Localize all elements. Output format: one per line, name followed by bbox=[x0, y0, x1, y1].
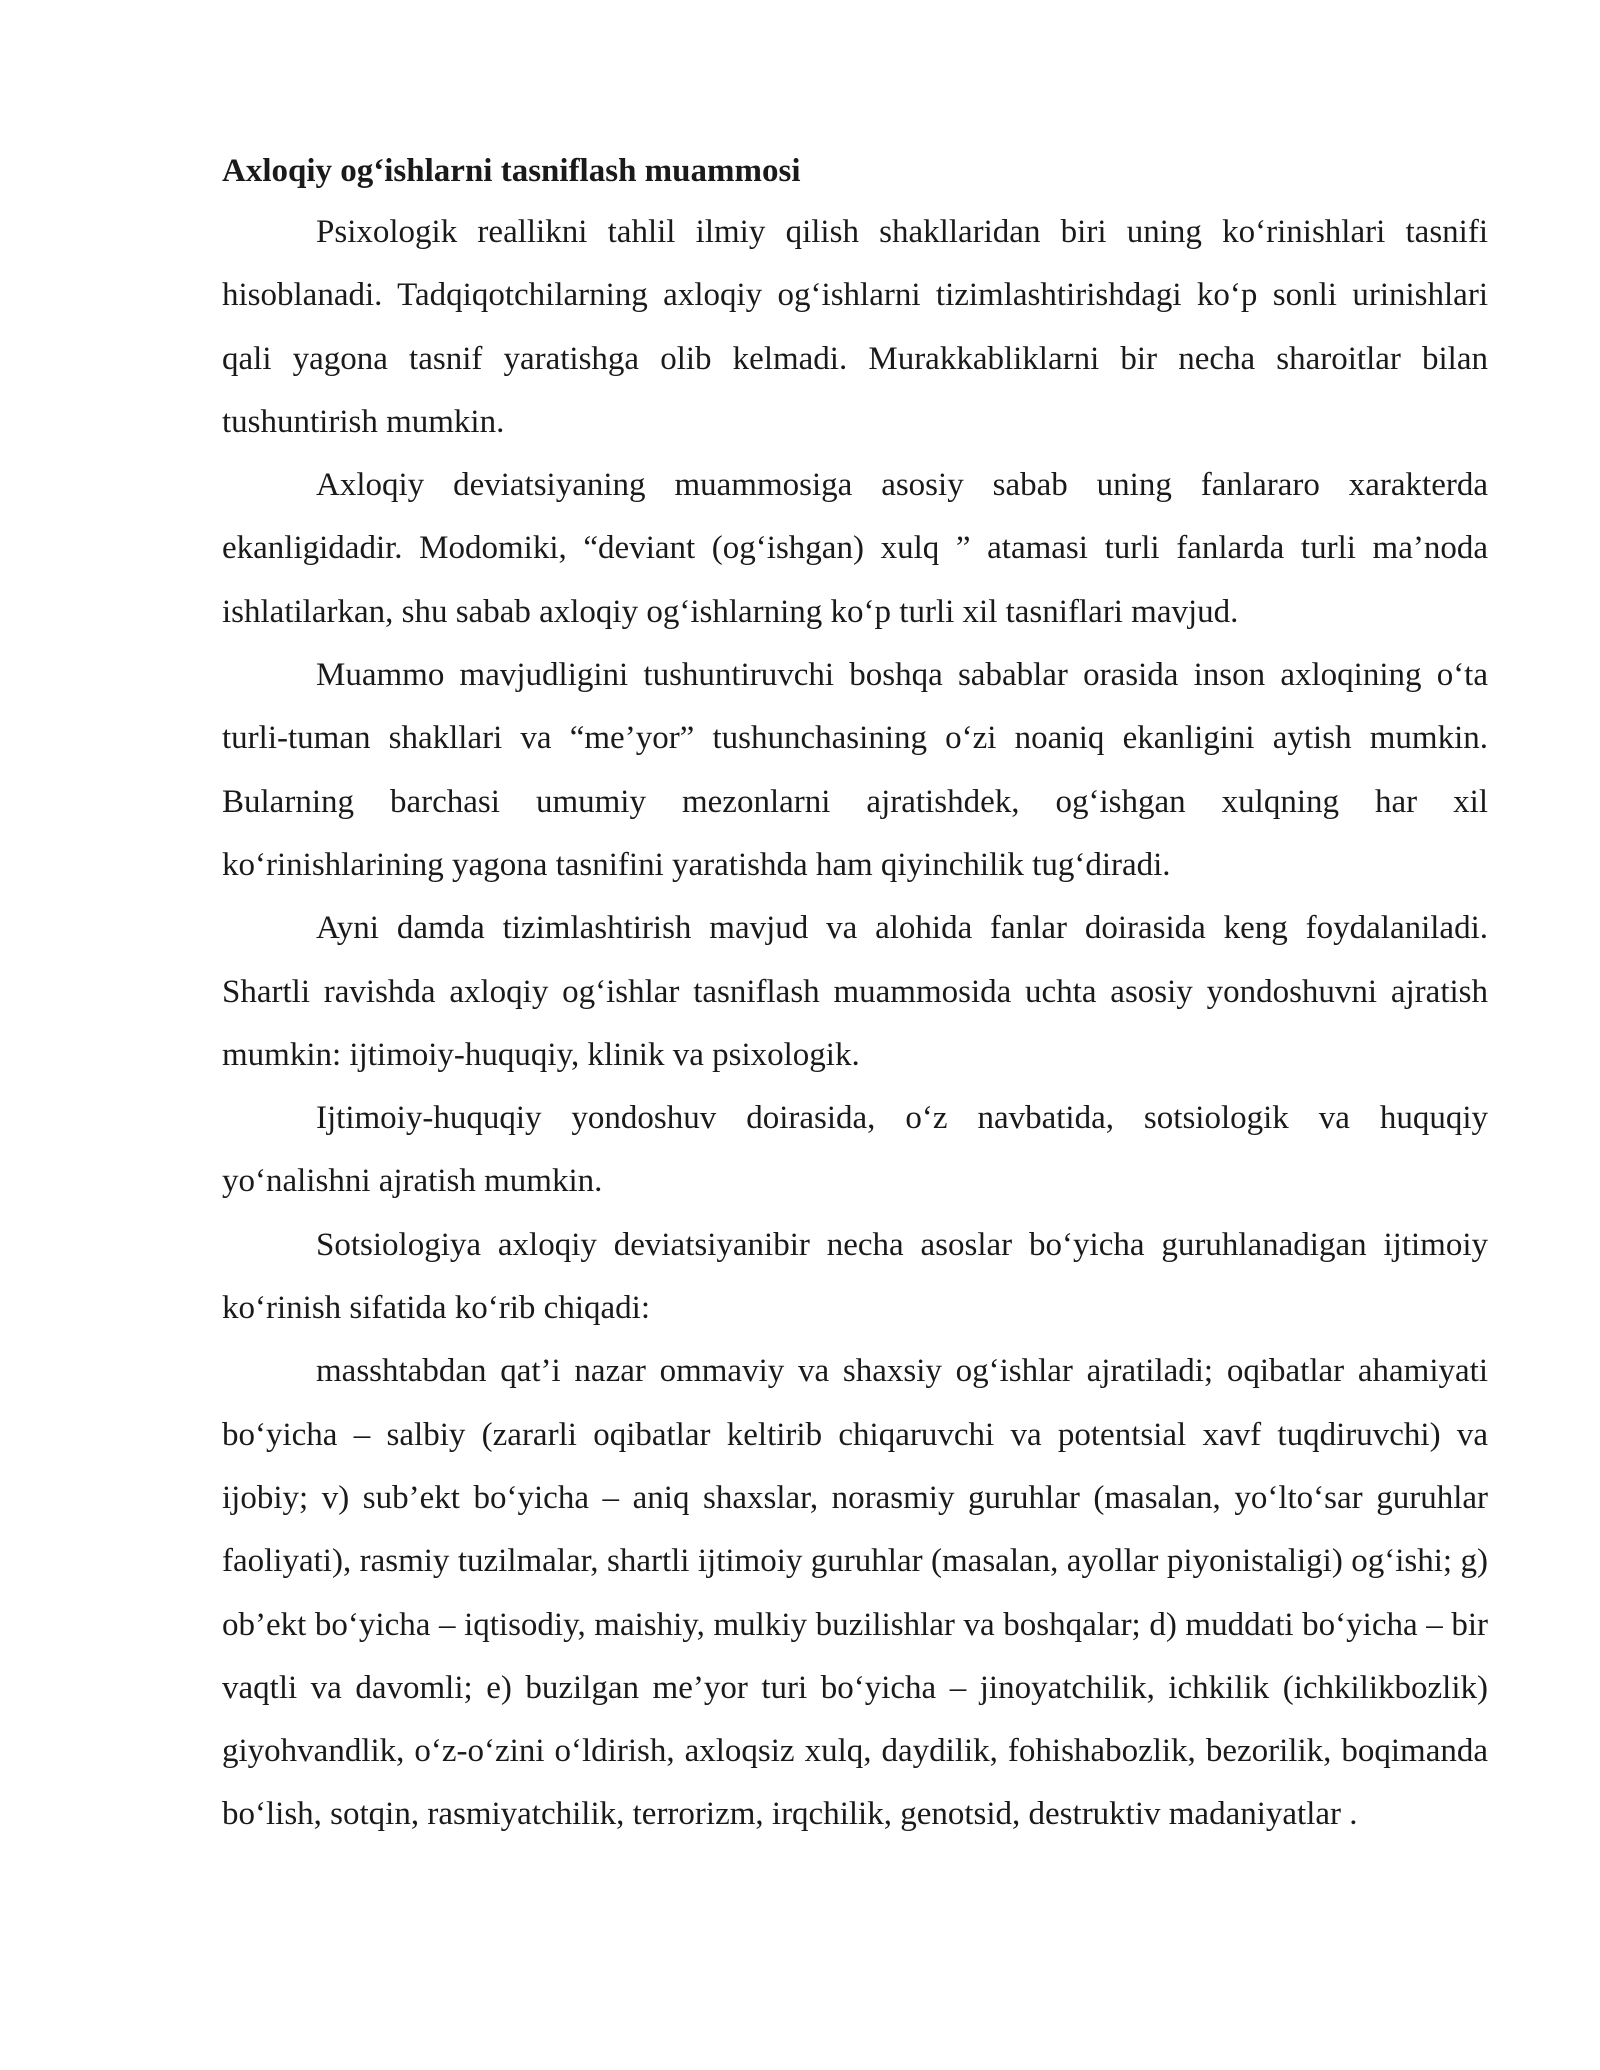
document-title: Axloqiy og‘ishlarni tasniflash muammosi bbox=[222, 153, 801, 189]
paragraph-6: Sotsiologiya axloqiy deviatsiyanibir necha asoslar bo‘yicha guruhlanadigan ijtimoiy ko‘rinish sifatida ko‘rib chiqadi: bbox=[222, 1226, 1488, 1327]
paragraph-7: masshtabdan qat’i nazar ommaviy va shaxsiy og‘ishlar ajratiladi; oqibatlar ahamiyati bo‘yicha – salbiy (zararli oqibatlar keltirib chiqaruvchi va potentsial xavf tuqdiruvchi) va ijobiy; v) sub’ekt bo‘yicha – aniq shaxslar, norasmiy guruhlar (masalan, yo‘lto‘sar guruhlar faoliyati), rasmiy tuzilmalar, shartli ijtimoiy guruhlar (masalan, ayollar piyonistaligi) og‘ishi; g) ob’ekt bo‘yicha – iqtisodiy, maishiy, mulkiy buzilishlar va boshqalar; d) muddati bo‘yicha – bir vaqtli va davomli; e) buzilgan me’yor turi bo‘yicha – jinoyatchilik, ichkilik (ichkilikbozlik) giyohvandlik, o‘z-o‘zini o‘ldirish, axloqsiz xulq, daydilik, fohishabozlik, bezorilik, boqimanda bo‘lish, sotqin, rasmiyatchilik, terrorizm, irqchilik, genotsid, destruktiv madaniyatlar . bbox=[222, 1353, 1488, 1833]
paragraph-1: Psixologik reallikni tahlil ilmiy qilish shakllaridan biri uning ko‘rinishlari tasnifi hisoblanadi. Tadqiqotchilarning axloqiy og‘ishlarni tizimlashtirishdagi ko‘p sonli urinishlari qali yagona tasnif yaratishga olib kelmadi. Murakkabliklarni bir necha sharoitlar bilan tushuntirish mumkin. bbox=[222, 214, 1488, 440]
document-body bbox=[222, 145, 1488, 1847]
paragraph-5: Ijtimoiy-huquqiy yondoshuv doirasida, o‘z navbatida, sotsiologik va huquqiy yo‘nalishni ajratish mumkin. bbox=[222, 1100, 1488, 1200]
paragraph-3: Muammo mavjudligini tushuntiruvchi boshqa sabablar orasida inson axloqining o‘ta turli-tuman shakllari va “me’yor” tushunchasining o‘zi noaniq ekanligini aytish mumkin. Bularning barchasi umumiy mezonlarni ajratishdek, og‘ishgan xulqning har xil ko‘rinishlarining yagona tasnifini yaratishda ham qiyinchilik tug‘diradi. bbox=[222, 657, 1488, 883]
paragraph-2: Axloqiy deviatsiyaning muammosiga asosiy sabab uning fanlararo xarakterda ekanligidadir. Modomiki, “deviant (og‘ishgan) xulq ” atamasi turli fanlarda turli ma’noda ishlatilarkan, shu sabab axloqiy og‘ishlarning ko‘p turli xil tasniflari mavjud. bbox=[222, 467, 1488, 630]
paragraph-4: Ayni damda tizimlashtirish mavjud va alohida fanlar doirasida keng foydalaniladi. Shartli ravishda axloqiy og‘ishlar tasniflash muammosida uchta asosiy yondoshuvni ajratish mumkin: ijtimoiy-huquqiy, klinik va psixologik. bbox=[222, 910, 1488, 1073]
